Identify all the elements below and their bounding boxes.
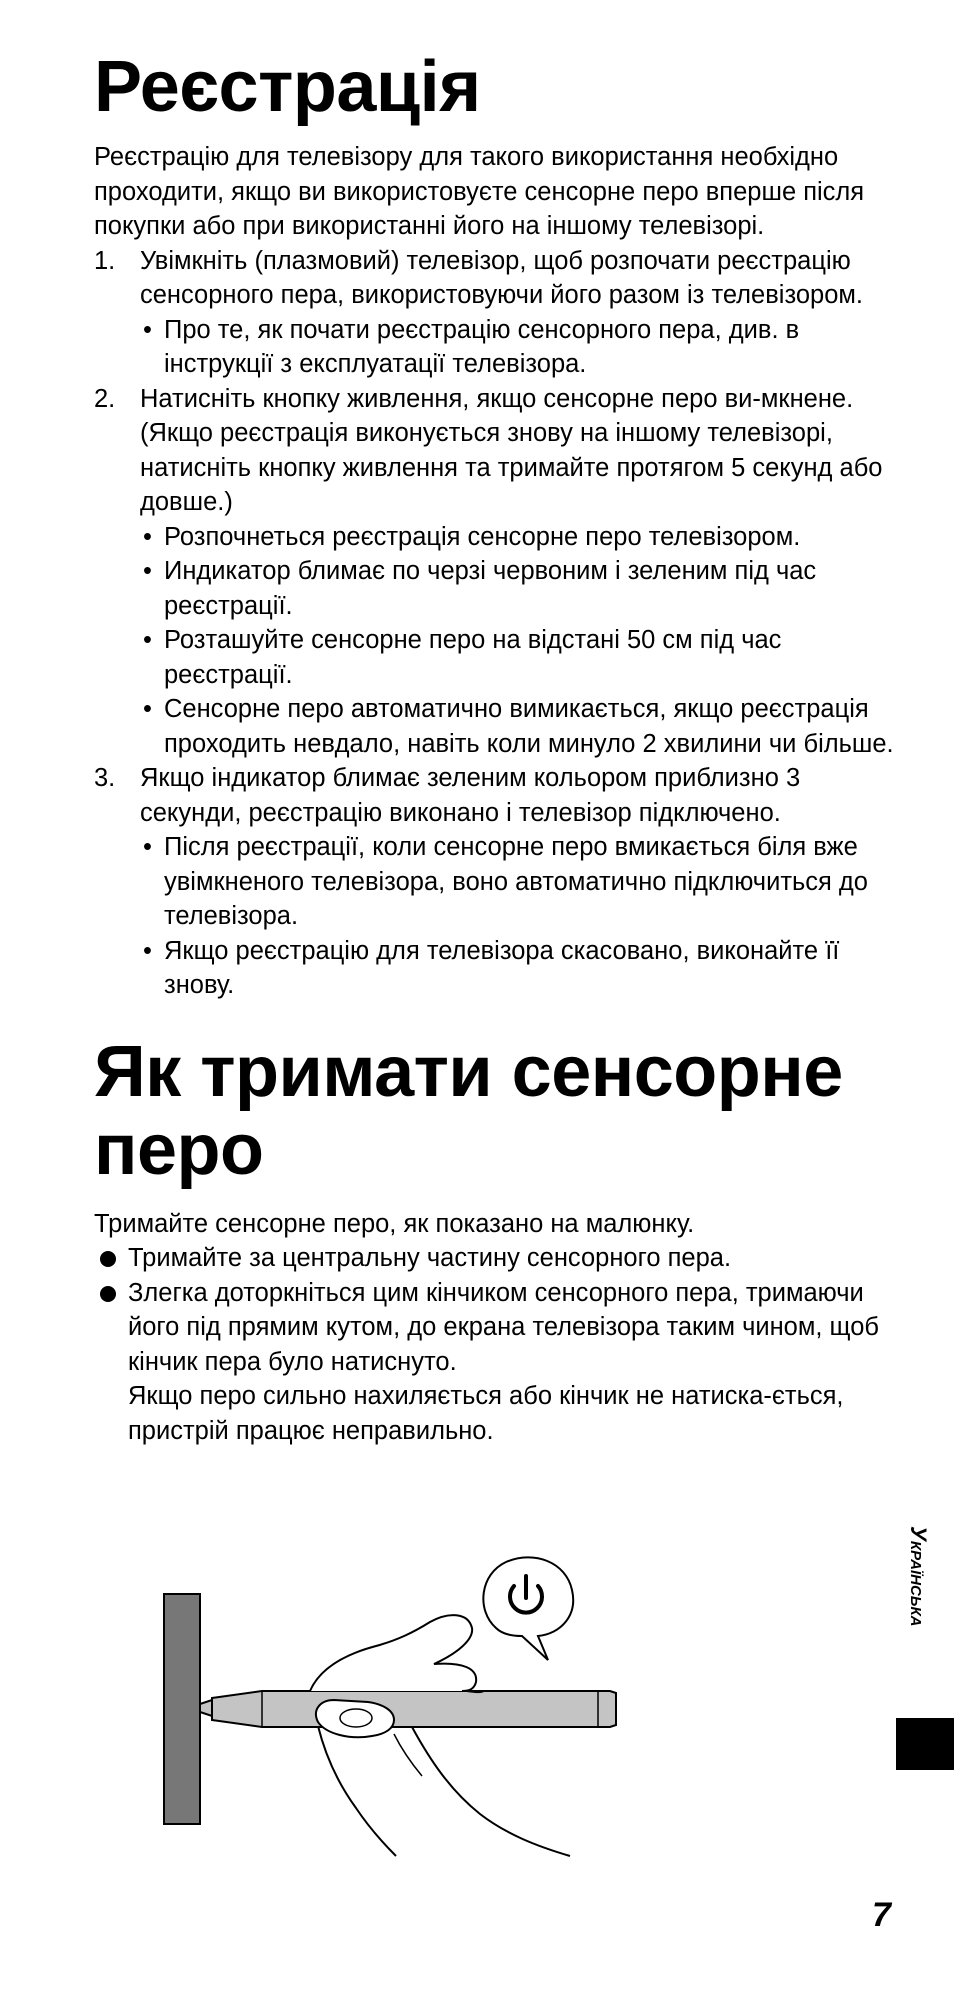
bullet-text: Тримайте за центральну частину сенсорного пера. — [128, 1244, 732, 1272]
bullet-icon: • — [143, 695, 152, 723]
bullet-icon: • — [143, 936, 152, 965]
section-title-holding-pen — [94, 1033, 894, 1189]
step-text: Натисніть кнопку живлення, якщо сенсорне перо ви-мкнене. (Якщо реєстрація виконується знову на іншому телевізорі, натисніть кнопку живлення та тримайте протягом 5 секунд або довше.) — [140, 384, 883, 516]
page-content — [94, 48, 894, 1448]
language-side-label — [902, 1526, 932, 1706]
title-line: Як тримати сенсорне — [94, 1031, 843, 1112]
holding-bullet — [94, 1276, 894, 1449]
warning-note: Якщо перо сильно нахиляється або кінчик не натиска-ється, пристрій працює неправильно. — [128, 1382, 844, 1445]
step-3 — [94, 761, 894, 1003]
pen-holding-illustration — [150, 1550, 690, 1880]
title-line: перо — [94, 1109, 264, 1190]
note-text: Сенсорне перо автоматично вимикається, якщо реєстрація проходить невдало, навіть коли минуло 2 хвилини чи більше. — [164, 695, 894, 758]
hand-palm — [318, 1726, 570, 1856]
pen-tip — [200, 1700, 212, 1716]
note-text: Якщо реєстрацію для телевізора скасовано, виконайте її знову. — [164, 936, 840, 999]
note-text: Индикатор блимає по черзі червоним і зеленим під час реєстрації. — [164, 557, 817, 620]
bullet-dot-icon — [100, 1286, 116, 1302]
step-note — [140, 934, 894, 1003]
language-tab-marker — [896, 1718, 954, 1770]
step-note — [140, 623, 894, 692]
step-note — [140, 692, 894, 761]
tv-screen-edge — [164, 1594, 200, 1824]
hand-back-fingers — [310, 1615, 476, 1691]
step-notes — [140, 520, 894, 762]
language-label-text: Українська — [906, 1526, 931, 1627]
page-number: 7 — [872, 1896, 891, 1934]
step-number: 2. — [94, 384, 116, 413]
note-text: Про те, як почати реєстрацію сенсорного пера, див. в інструкції з експлуатації телевізора. — [164, 315, 800, 378]
step-text: Якщо індикатор блимає зеленим кольором приблизно 3 секунди, реєстрацію виконано і телевізор підключено. — [140, 764, 801, 827]
holding-bullet — [94, 1241, 894, 1276]
bullet-text: Злегка доторкніться цим кінчиком сенсорного пера, тримаючи його під прямим кутом, до екрана телевізора таким чином, щоб кінчик пера було натиснуто. — [128, 1278, 880, 1376]
step-number: 1. — [94, 246, 116, 275]
registration-intro: Реєстрацію для телевізору для такого використання необхідно проходити, якщо ви використовуєте сенсорне перо вперше після покупки або при використанні його на іншому телевізорі. — [94, 143, 865, 240]
bullet-icon: • — [143, 557, 152, 585]
bullet-icon: • — [143, 522, 152, 551]
holding-bullets — [94, 1241, 894, 1448]
bullet-icon: • — [143, 626, 152, 654]
step-note — [140, 830, 894, 934]
registration-steps — [94, 244, 894, 1003]
step-note — [140, 313, 894, 382]
step-note — [140, 520, 894, 555]
step-text: Увімкніть (плазмовий) телевізор, щоб розпочати реєстрацію сенсорного пера, використовуючи його разом із телевізором. — [140, 246, 864, 309]
step-1 — [94, 244, 894, 382]
step-2 — [94, 382, 894, 762]
holding-intro: Тримайте сенсорне перо, як показано на малюнку. — [94, 1209, 695, 1238]
bullet-icon: • — [143, 833, 152, 861]
bullet-icon: • — [143, 315, 152, 344]
step-note — [140, 554, 894, 623]
section-title-registration: Реєстрація — [94, 47, 481, 127]
step-notes — [140, 313, 894, 382]
speech-bubble — [483, 1557, 573, 1660]
note-text: Після реєстрації, коли сенсорне перо вмикається біля вже увімкненого телевізора, воно автоматично підключиться до телевізора. — [164, 833, 868, 930]
step-notes — [140, 830, 894, 1003]
bullet-dot-icon — [100, 1251, 116, 1267]
note-text: Розташуйте сенсорне перо на відстані 50 см під час реєстрації. — [164, 626, 782, 689]
pen-body — [212, 1691, 616, 1727]
step-number: 3. — [94, 764, 116, 792]
note-text: Розпочнеться реєстрація сенсорне перо телевізором. — [164, 522, 801, 551]
